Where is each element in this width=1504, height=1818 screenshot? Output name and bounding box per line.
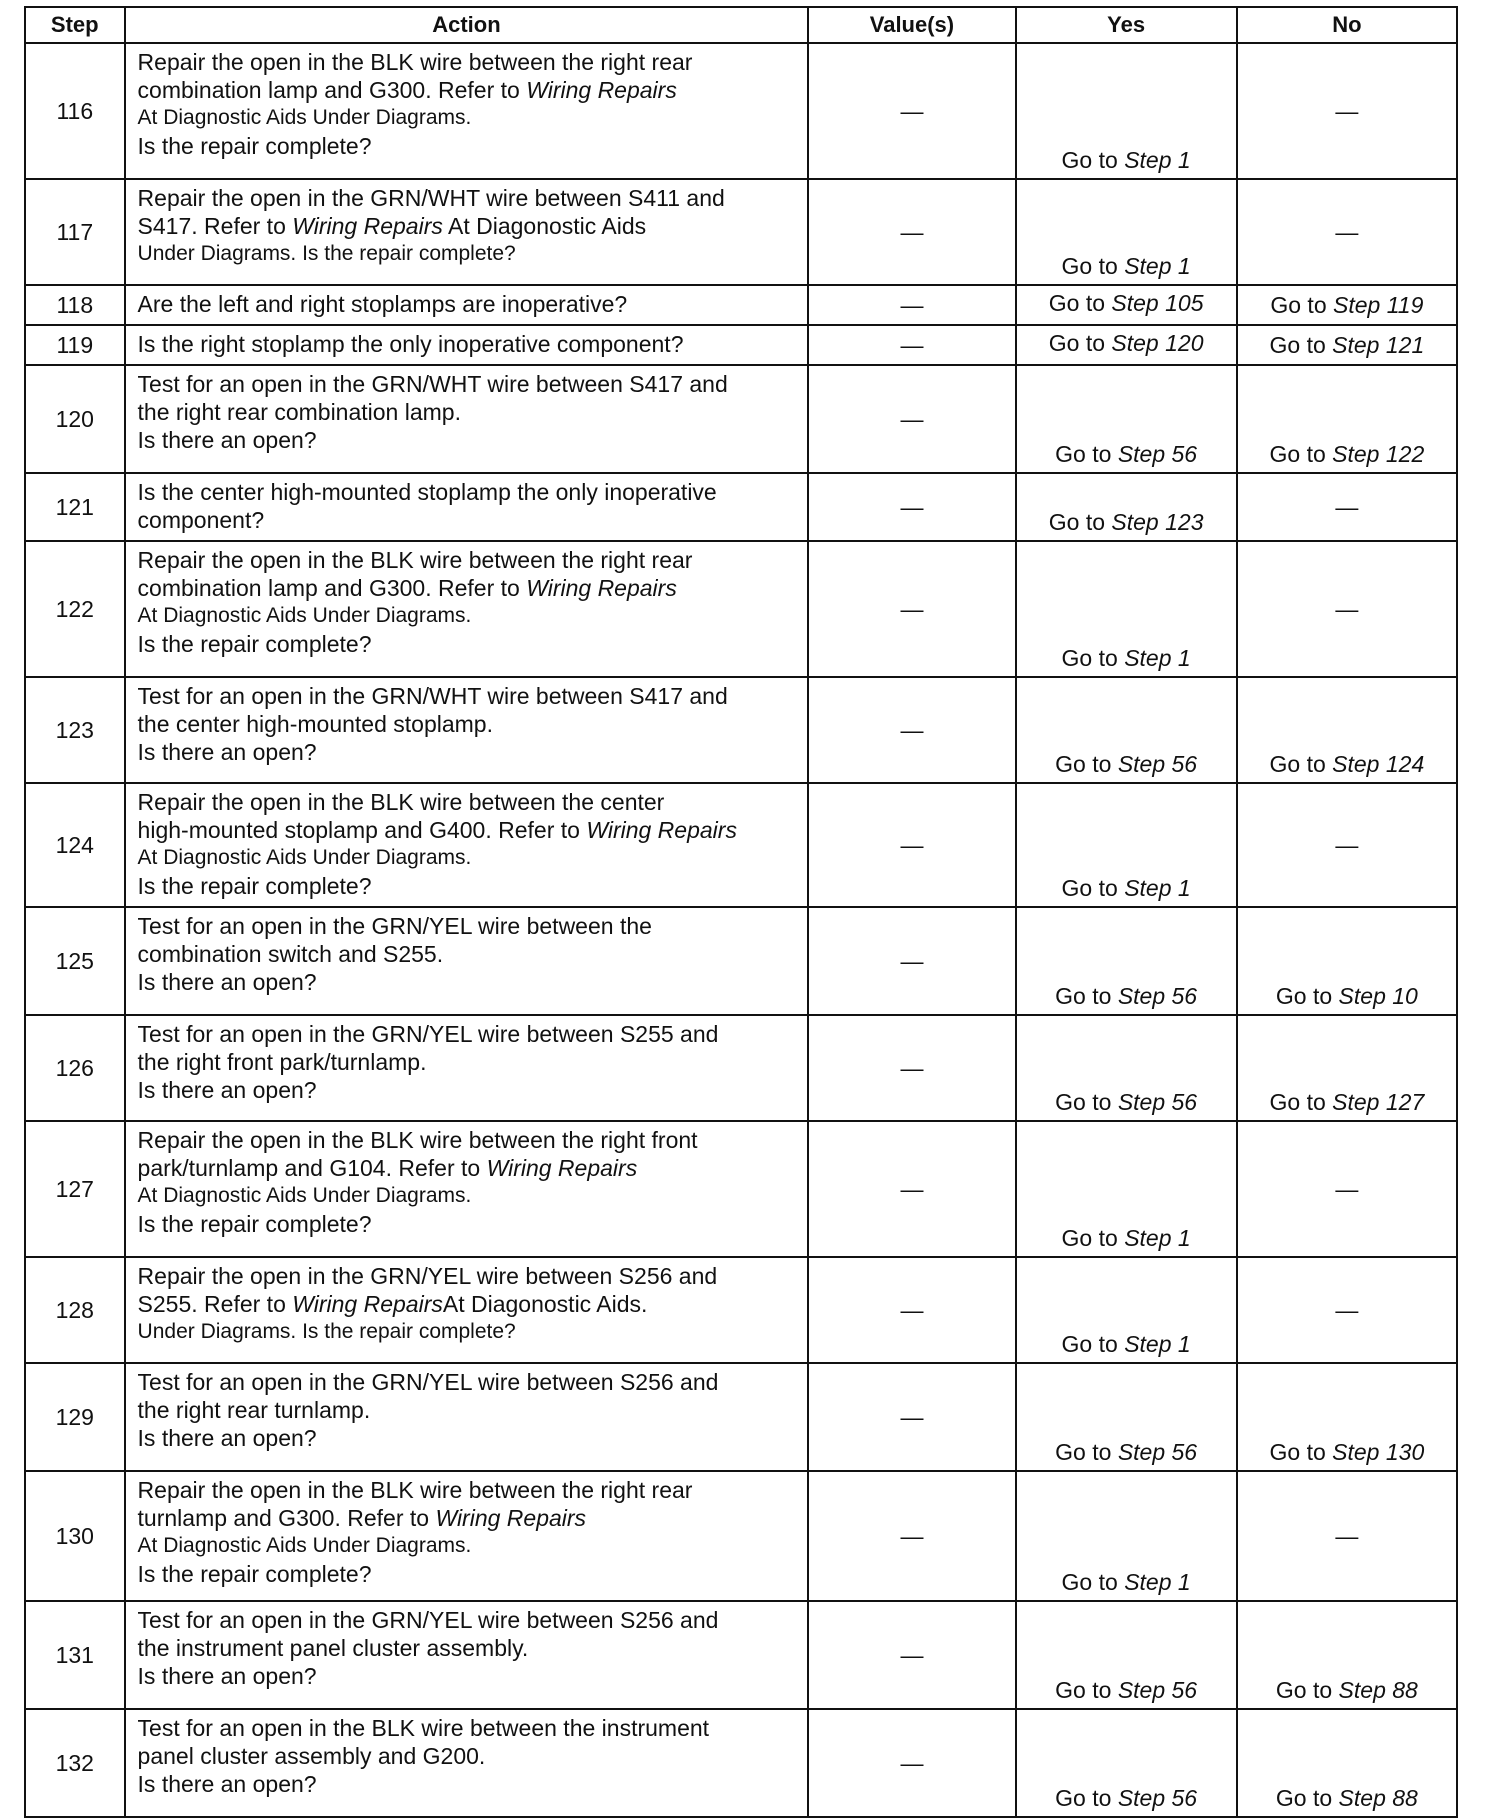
step-number: 126	[25, 1015, 125, 1121]
action-line: S417. Refer to Wiring Repairs At Diagonostic Aids	[137, 213, 647, 239]
yes-step-ref: Step 56	[1117, 1439, 1198, 1465]
action-line: the center high-mounted stoplamp.	[137, 711, 493, 737]
action-line: the right front park/turnlamp.	[137, 1049, 427, 1075]
no-cell: Go to Step 88	[1237, 1709, 1457, 1817]
table-row	[25, 179, 1457, 285]
table-row	[25, 1709, 1457, 1817]
action-line: Repair the open in the GRN/WHT wire between S411 and	[137, 185, 725, 211]
action-line: combination lamp and G300. Refer to Wiring Repairs	[137, 77, 677, 103]
table-row	[25, 907, 1457, 1015]
step-number: 117	[25, 179, 125, 285]
table-row	[25, 783, 1457, 907]
action-line: Repair the open in the BLK wire between the right rear	[137, 49, 693, 75]
yes-cell: Go to Step 1	[1016, 541, 1237, 677]
wiring-repairs-ref: Wiring Repairs	[486, 1155, 638, 1181]
action-cell	[125, 179, 809, 285]
step-number: 132	[25, 1709, 125, 1817]
no-cell: Go to Step 121	[1237, 325, 1457, 365]
no-cell: Go to Step 88	[1237, 1601, 1457, 1709]
action-line: Under Diagrams. Is the repair complete?	[137, 242, 516, 265]
wiring-repairs-ref: Wiring Repairs	[586, 817, 737, 843]
action-cell	[125, 365, 809, 473]
action-line: park/turnlamp and G104. Refer to Wiring Repairs	[137, 1155, 638, 1181]
action-cell	[125, 1709, 809, 1817]
action-line: At Diagnostic Aids Under Diagrams.	[137, 846, 472, 869]
no-cell: —	[1237, 179, 1457, 285]
action-line: Is the repair complete?	[137, 631, 372, 657]
step-number: 128	[25, 1257, 125, 1363]
action-line: Test for an open in the GRN/YEL wire between S256 and	[137, 1607, 719, 1633]
diagnostic-page	[24, 6, 1458, 1818]
no-step-ref: Step 127	[1332, 1089, 1425, 1115]
action-cell	[125, 1601, 809, 1709]
table-row	[25, 43, 1457, 179]
wiring-repairs-ref: Wiring Repairs	[292, 1291, 443, 1317]
no-step-ref: Step 88	[1338, 1785, 1418, 1811]
step-number: 129	[25, 1363, 125, 1471]
action-line: Is the repair complete?	[137, 1561, 372, 1587]
action-cell	[125, 473, 809, 541]
value-cell: —	[808, 677, 1015, 783]
step-number: 127	[25, 1121, 125, 1257]
no-cell: —	[1237, 473, 1457, 541]
header-row	[25, 7, 1457, 43]
header-step: Step	[25, 7, 125, 43]
step-number: 130	[25, 1471, 125, 1601]
action-line: Is there an open?	[137, 739, 317, 765]
step-number: 131	[25, 1601, 125, 1709]
yes-cell: Go to Step 56	[1016, 1363, 1237, 1471]
action-line: Is the repair complete?	[137, 133, 372, 159]
table-row	[25, 473, 1457, 541]
action-line: Test for an open in the GRN/WHT wire between S417 and	[137, 371, 728, 397]
action-line: Test for an open in the BLK wire between the instrument	[137, 1715, 710, 1741]
action-line: Repair the open in the BLK wire between the right rear	[137, 1477, 693, 1503]
action-line: Is there an open?	[137, 1077, 317, 1103]
wiring-repairs-ref: Wiring Repairs	[435, 1505, 587, 1531]
action-cell	[125, 783, 809, 907]
no-step-ref: Step 119	[1333, 291, 1424, 318]
action-cell	[125, 677, 809, 783]
action-line: Repair the open in the BLK wire between the right front	[137, 1127, 698, 1153]
step-number: 123	[25, 677, 125, 783]
yes-cell: Go to Step 1	[1016, 43, 1237, 179]
value-cell: —	[808, 179, 1015, 285]
yes-cell: Go to Step 1	[1016, 179, 1237, 285]
table-row	[25, 285, 1457, 325]
action-line: Under Diagrams. Is the repair complete?	[137, 1320, 516, 1343]
action-cell	[125, 907, 809, 1015]
value-cell: —	[808, 1601, 1015, 1709]
action-line: At Diagnostic Aids Under Diagrams.	[137, 1534, 472, 1557]
table-row	[25, 677, 1457, 783]
action-line: Is the center high-mounted stoplamp the only inoperative	[137, 479, 717, 505]
action-line: At Diagnostic Aids Under Diagrams.	[137, 106, 472, 129]
action-line: Test for an open in the GRN/YEL wire between the	[137, 913, 652, 939]
action-line: Is there an open?	[137, 1425, 317, 1451]
value-cell: —	[808, 325, 1015, 365]
step-number: 125	[25, 907, 125, 1015]
action-line: Is the repair complete?	[137, 873, 372, 899]
value-cell: —	[808, 1363, 1015, 1471]
action-line: Test for an open in the GRN/WHT wire between S417 and	[137, 683, 728, 709]
action-cell	[125, 1015, 809, 1121]
yes-step-ref: Step 56	[1117, 751, 1198, 777]
table-row	[25, 1257, 1457, 1363]
yes-step-ref: Step 120	[1111, 329, 1204, 356]
action-line: Repair the open in the BLK wire between the right rear	[137, 547, 693, 573]
table-row	[25, 1471, 1457, 1601]
yes-step-ref: Step 56	[1117, 1677, 1198, 1703]
table-row	[25, 365, 1457, 473]
value-cell: —	[808, 1121, 1015, 1257]
table-row	[25, 1601, 1457, 1709]
step-number: 122	[25, 541, 125, 677]
no-cell: Go to Step 127	[1237, 1015, 1457, 1121]
header-action: Action	[125, 7, 809, 43]
yes-step-ref: Step 1	[1124, 645, 1191, 671]
action-cell	[125, 1121, 809, 1257]
step-number: 120	[25, 365, 125, 473]
action-cell	[125, 1257, 809, 1363]
no-step-ref: Step 10	[1338, 983, 1418, 1009]
yes-step-ref: Step 123	[1111, 509, 1204, 535]
action-line: the right rear combination lamp.	[137, 399, 461, 425]
step-number: 119	[25, 325, 125, 365]
value-cell: —	[808, 285, 1015, 325]
action-line: Test for an open in the GRN/YEL wire between S256 and	[137, 1369, 719, 1395]
action-line: Repair the open in the GRN/YEL wire between S256 and	[137, 1263, 718, 1289]
no-step-ref: Step 121	[1332, 331, 1425, 358]
no-cell: —	[1237, 43, 1457, 179]
value-cell: —	[808, 907, 1015, 1015]
value-cell: —	[808, 43, 1015, 179]
yes-cell: Go to Step 56	[1016, 1015, 1237, 1121]
table-body	[25, 43, 1457, 1817]
value-cell: —	[808, 1015, 1015, 1121]
action-cell	[125, 285, 809, 325]
yes-step-ref: Step 1	[1124, 875, 1191, 901]
no-cell: Go to Step 119	[1237, 285, 1457, 325]
step-number: 118	[25, 285, 125, 325]
header-value: Value(s)	[808, 7, 1015, 43]
yes-cell: Go to Step 1	[1016, 1121, 1237, 1257]
yes-cell: Go to Step 56	[1016, 677, 1237, 783]
no-cell: Go to Step 122	[1237, 365, 1457, 473]
no-cell: —	[1237, 783, 1457, 907]
diagnostic-table	[24, 6, 1458, 1818]
step-number: 116	[25, 43, 125, 179]
action-line: combination switch and S255.	[137, 941, 444, 967]
value-cell: —	[808, 541, 1015, 677]
header-yes: Yes	[1016, 7, 1237, 43]
action-cell	[125, 541, 809, 677]
action-line: Is the right stoplamp the only inoperative component?	[137, 331, 684, 357]
no-cell: Go to Step 130	[1237, 1363, 1457, 1471]
yes-step-ref: Step 1	[1124, 1331, 1191, 1357]
yes-cell: Go to Step 1	[1016, 1471, 1237, 1601]
action-line: Repair the open in the BLK wire between the center	[137, 789, 665, 815]
value-cell: —	[808, 1471, 1015, 1601]
no-cell: Go to Step 10	[1237, 907, 1457, 1015]
action-line: component?	[137, 507, 265, 533]
action-line: combination lamp and G300. Refer to Wiring Repairs	[137, 575, 677, 601]
action-cell	[125, 1471, 809, 1601]
table-row	[25, 541, 1457, 677]
action-line: high-mounted stoplamp and G400. Refer to Wiring Repairs	[137, 817, 737, 843]
action-line: the right rear turnlamp.	[137, 1397, 371, 1423]
value-cell: —	[808, 1709, 1015, 1817]
yes-cell: Go to Step 123	[1016, 473, 1237, 541]
value-cell: —	[808, 365, 1015, 473]
action-line: Is there an open?	[137, 1771, 317, 1797]
action-line: Is there an open?	[137, 427, 317, 453]
yes-cell: Go to Step 56	[1016, 907, 1237, 1015]
yes-cell: Go to Step 56	[1016, 365, 1237, 473]
table-row	[25, 1363, 1457, 1471]
value-cell: —	[808, 783, 1015, 907]
wiring-repairs-ref: Wiring Repairs	[526, 575, 677, 601]
action-line: Test for an open in the GRN/YEL wire between S255 and	[137, 1021, 719, 1047]
no-step-ref: Step 124	[1332, 751, 1425, 777]
wiring-repairs-ref: Wiring Repairs	[292, 213, 443, 239]
step-number: 124	[25, 783, 125, 907]
no-cell: —	[1237, 1257, 1457, 1363]
action-cell	[125, 1363, 809, 1471]
action-line: At Diagnostic Aids Under Diagrams.	[137, 1184, 472, 1207]
action-line: Are the left and right stoplamps are inoperative?	[137, 291, 628, 317]
header-no: No	[1237, 7, 1457, 43]
yes-cell: Go to Step 120	[1016, 325, 1237, 365]
step-number: 121	[25, 473, 125, 541]
value-cell: —	[808, 473, 1015, 541]
yes-cell: Go to Step 105	[1016, 285, 1237, 325]
value-cell: —	[808, 1257, 1015, 1363]
action-line: panel cluster assembly and G200.	[137, 1743, 486, 1769]
yes-step-ref: Step 1	[1124, 1225, 1191, 1251]
yes-cell: Go to Step 1	[1016, 1257, 1237, 1363]
action-line: At Diagnostic Aids Under Diagrams.	[137, 604, 472, 627]
action-line: Is there an open?	[137, 969, 317, 995]
yes-step-ref: Step 1	[1124, 1569, 1191, 1595]
yes-cell: Go to Step 1	[1016, 783, 1237, 907]
no-step-ref: Step 122	[1332, 441, 1425, 467]
yes-step-ref: Step 1	[1124, 253, 1191, 279]
yes-cell: Go to Step 56	[1016, 1709, 1237, 1817]
yes-step-ref: Step 56	[1117, 1785, 1198, 1811]
no-cell: —	[1237, 1471, 1457, 1601]
action-line: the instrument panel cluster assembly.	[137, 1635, 529, 1661]
action-cell	[125, 43, 809, 179]
yes-step-ref: Step 56	[1117, 983, 1198, 1009]
no-step-ref: Step 130	[1332, 1439, 1425, 1465]
yes-step-ref: Step 105	[1111, 289, 1204, 316]
yes-step-ref: Step 56	[1117, 441, 1198, 467]
action-line: Is there an open?	[137, 1663, 317, 1689]
no-cell: —	[1237, 1121, 1457, 1257]
no-cell: —	[1237, 541, 1457, 677]
table-row	[25, 1121, 1457, 1257]
wiring-repairs-ref: Wiring Repairs	[526, 77, 677, 103]
action-line: turnlamp and G300. Refer to Wiring Repairs	[137, 1505, 587, 1531]
no-step-ref: Step 88	[1338, 1677, 1418, 1703]
yes-step-ref: Step 1	[1124, 147, 1191, 173]
action-line: S255. Refer to Wiring RepairsAt Diagonostic Aids.	[137, 1291, 648, 1317]
action-line: Is the repair complete?	[137, 1211, 372, 1237]
table-row	[25, 325, 1457, 365]
action-cell	[125, 325, 809, 365]
yes-step-ref: Step 56	[1117, 1089, 1198, 1115]
no-cell: Go to Step 124	[1237, 677, 1457, 783]
yes-cell: Go to Step 56	[1016, 1601, 1237, 1709]
table-row	[25, 1015, 1457, 1121]
